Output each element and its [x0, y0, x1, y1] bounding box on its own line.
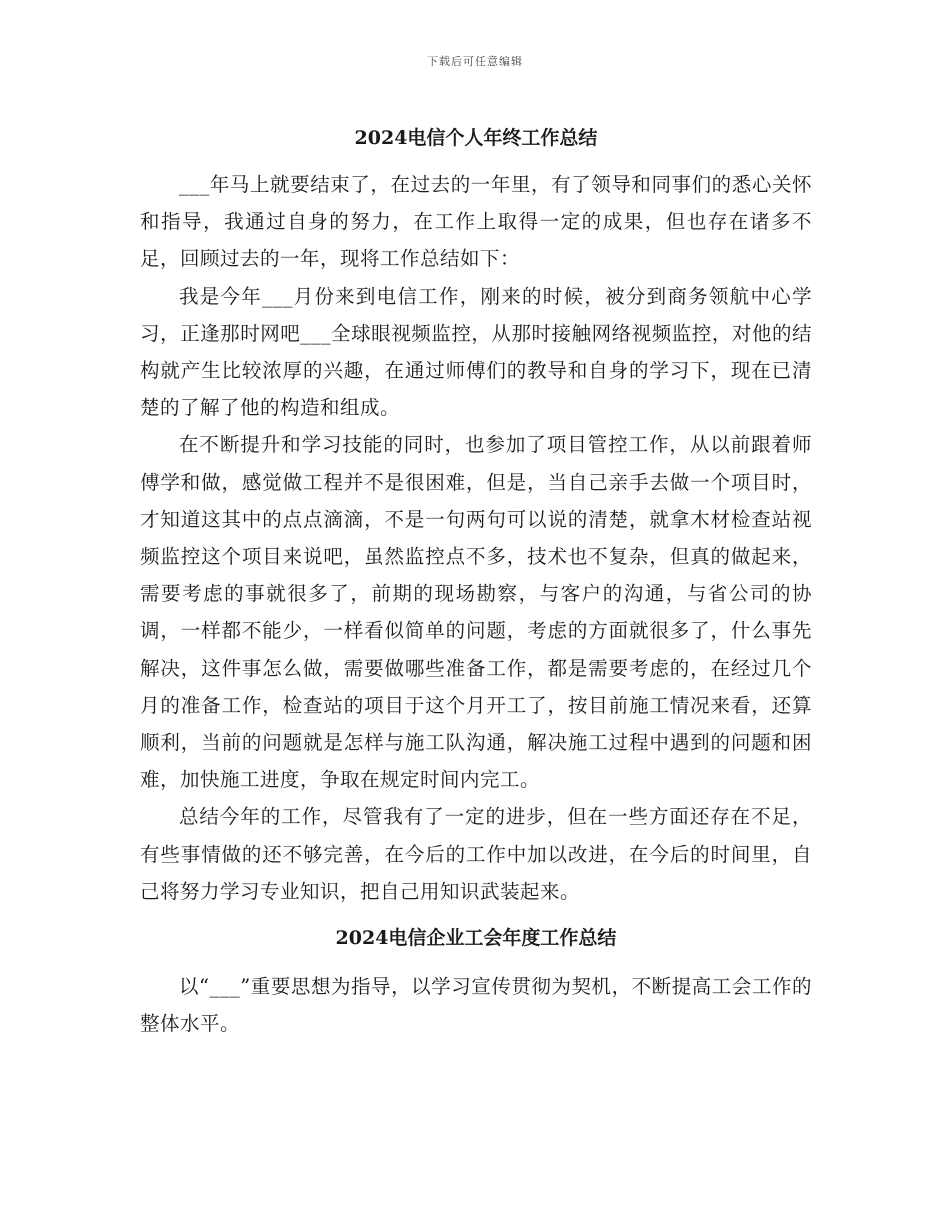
paragraph: 我是今年___月份来到电信工作，刚来的时候，被分到商务领航中心学习，正逢那时网吧___全球眼视频监控，从那时接触网络视频监控，对他的结构就产生比较浓厚的兴趣，在通过师傅们的教导和自身的学习下，现在已清楚的了解了他的构造和组成。 [140, 284, 812, 420]
paragraph: 在不断提升和学习技能的同时，也参加了项目管控工作，从以前跟着师傅学和做，感觉做工程并不是很困难，但是，当自己亲手去做一个项目时，才知道这其中的点点滴滴，不是一句两句可以说的清楚，就拿木材检查站视频监控这个项目来说吧，虽然监控点不多，技术也不复杂，但真的做起来，需要考虑的事就很多了，前期的现场勘察，与客户的沟通，与省公司的协调，一样都不能少，一样看似简单的问题，考虑的方面就很多了，什么事先解决，这件事怎么做，需要做哪些准备工作，都是需要考虑的，在经过几个月的准备工作，检查站的项目于这个月开工了，按目前施工情况来看，还算顺利，当前的问题就是怎样与施工队沟通，解决施工过程中遇到的问题和困难，加快施工进度，争取在规定时间内完工。 [140, 433, 812, 792]
paragraph: ___年马上就要结束了，在过去的一年里，有了领导和同事们的悉心关怀和指导，我通过自身的努力，在工作上取得一定的成果，但也存在诸多不足，回顾过去的一年，现将工作总结如下： [140, 173, 812, 271]
section-title: 2024电信个人年终工作总结 [354, 127, 598, 149]
paragraph: 以“___”重要思想为指导，以学习宣传贯彻为契机，不断提高工会工作的整体水平。 [140, 975, 812, 1036]
paragraph: 总结今年的工作，尽管我有了一定的进步，但在一些方面还存在不足，有些事情做的还不够完善，在今后的工作中加以改进，在今后的时间里，自己将努力学习专业知识，把自己用知识武装起来。 [140, 805, 812, 903]
document-body [140, 118, 812, 1042]
header-note: 下载后可任意编辑 [427, 55, 523, 68]
section-title: 2024电信企业工会年度工作总结 [335, 927, 617, 950]
